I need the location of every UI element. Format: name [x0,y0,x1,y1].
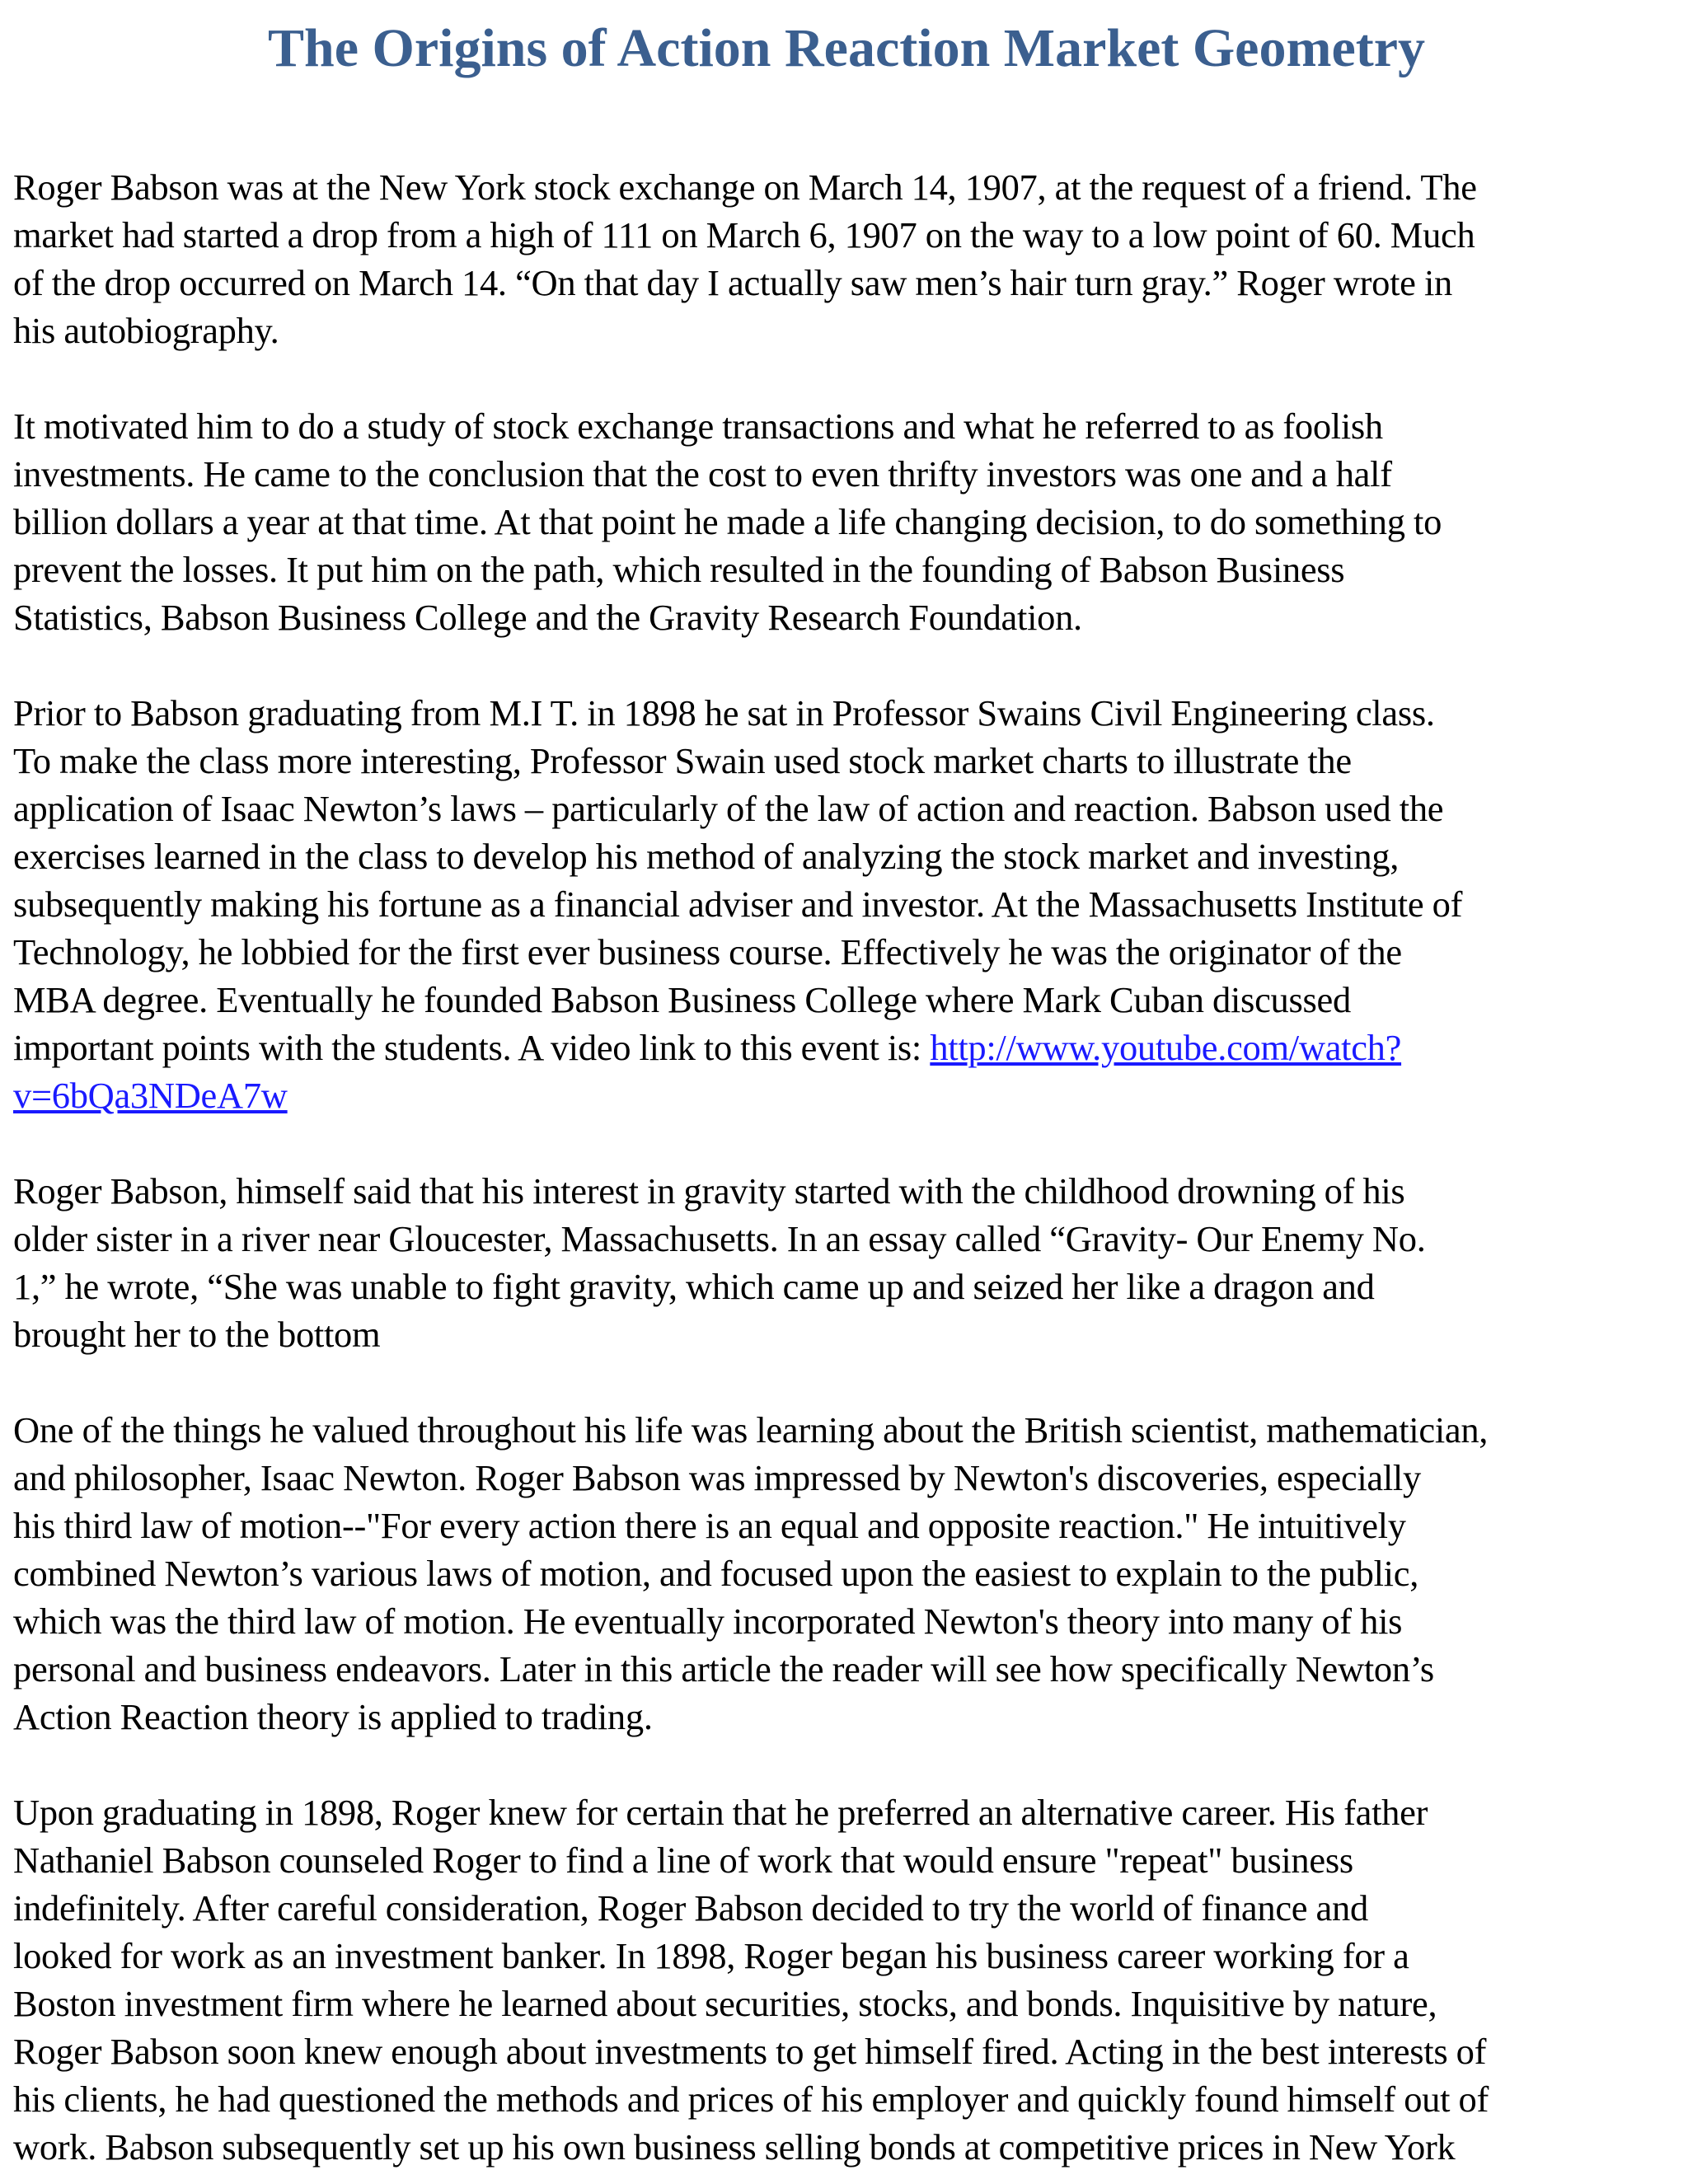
text-line: his clients, he had questioned the methods and prices of his employer and quickly found himself out of [13,2079,1489,2120]
text-line: Roger Babson soon knew enough about investments to get himself fired. Acting in the best interests of [13,2031,1487,2072]
text-line: 1,” he wrote, “She was unable to fight gravity, which came up and seized her like a dragon and [13,1266,1375,1307]
text-line: exercises learned in the class to develop his method of analyzing the stock market and investing, [13,836,1400,877]
text-line: Technology, he lobbied for the first ever business course. Effectively he was the originator of the [13,931,1402,972]
paragraph-3 [13,689,1680,1119]
text-line: market had started a drop from a high of 111 on March 6, 1907 on the way to a low point of 60. Much [13,214,1475,255]
youtube-video-link[interactable]: http://www.youtube.com/watch? [930,1027,1402,1068]
text-line: To make the class more interesting, Professor Swain used stock market charts to illustrate the [13,740,1352,781]
text-line: looked for work as an investment banker. In 1898, Roger began his business career working for a [13,1935,1409,1976]
link-line-prefix: important points with the students. A video link to this event is: [13,1027,931,1068]
text-line: of the drop occurred on March 14. “On that day I actually saw men’s hair turn gray.” Roger wrote in [13,262,1452,303]
document-title: The Origins of Action Reaction Market Geometry [267,18,1426,78]
text-line: Prior to Babson graduating from M.I T. in 1898 he sat in Professor Swains Civil Engineering class. [13,692,1435,733]
text-line: combined Newton’s various laws of motion, and focused upon the easiest to explain to the public, [13,1553,1419,1594]
text-line: Boston investment firm where he learned about securities, stocks, and bonds. Inquisitive by nature, [13,1983,1437,2024]
youtube-video-link-continued[interactable]: v=6bQa3NDeA7w [13,1075,288,1116]
text-line: Nathaniel Babson counseled Roger to find a line of work that would ensure "repeat" business [13,1840,1353,1881]
paragraph-5 [13,1406,1680,1741]
text-line: Upon graduating in 1898, Roger knew for certain that he preferred an alternative career. His father [13,1792,1428,1833]
text-line-with-link [13,1071,1680,1119]
text-line: MBA degree. Eventually he founded Babson Business College where Mark Cuban discussed [13,979,1351,1020]
text-line: his third law of motion--"For every action there is an equal and opposite reaction." He intuitively [13,1505,1406,1546]
paragraph-4 [13,1167,1680,1358]
text-line: Action Reaction theory is applied to trading. [13,1696,653,1737]
paragraph-1 [13,163,1680,354]
text-line: his autobiography. [13,310,279,351]
text-line: One of the things he valued throughout his life was learning about the British scientist, mathematician, [13,1409,1489,1451]
text-line: older sister in a river near Gloucester, Massachusetts. In an essay called “Gravity- Our Enemy No. [13,1218,1426,1259]
text-line: billion dollars a year at that time. At that point he made a life changing decision, to do something to [13,501,1442,542]
text-line: Roger Babson was at the New York stock exchange on March 14, 1907, at the request of a friend. The [13,166,1477,208]
text-line: application of Isaac Newton’s laws – particularly of the law of action and reaction. Babson used the [13,788,1444,829]
paragraph-6 [13,1788,1680,2171]
text-line: brought her to the bottom [13,1314,381,1355]
text-line: Roger Babson, himself said that his interest in gravity started with the childhood drowning of his [13,1170,1405,1212]
text-line: prevent the losses. It put him on the path, which resulted in the founding of Babson Business [13,549,1345,590]
document-body [13,163,1680,2171]
text-line: personal and business endeavors. Later in this article the reader will see how specifically Newton’s [13,1648,1434,1690]
text-line: subsequently making his fortune as a financial adviser and investor. At the Massachusetts Institute of [13,883,1463,925]
text-line: investments. He came to the conclusion that the cost to even thrifty investors was one and a half [13,453,1392,494]
text-line: It motivated him to do a study of stock exchange transactions and what he referred to as foolish [13,405,1383,447]
text-line: work. Babson subsequently set up his own business selling bonds at competitive prices in New York [13,2126,1456,2168]
text-line: Statistics, Babson Business College and the Gravity Research Foundation. [13,597,1082,638]
text-line: and philosopher, Isaac Newton. Roger Babson was impressed by Newton's discoveries, especially [13,1457,1421,1498]
paragraph-2 [13,402,1680,641]
text-line-with-link [13,1024,1680,1071]
text-line: indefinitely. After careful consideration, Roger Babson decided to try the world of finance and [13,1887,1368,1929]
text-line: which was the third law of motion. He eventually incorporated Newton's theory into many of his [13,1601,1403,1642]
